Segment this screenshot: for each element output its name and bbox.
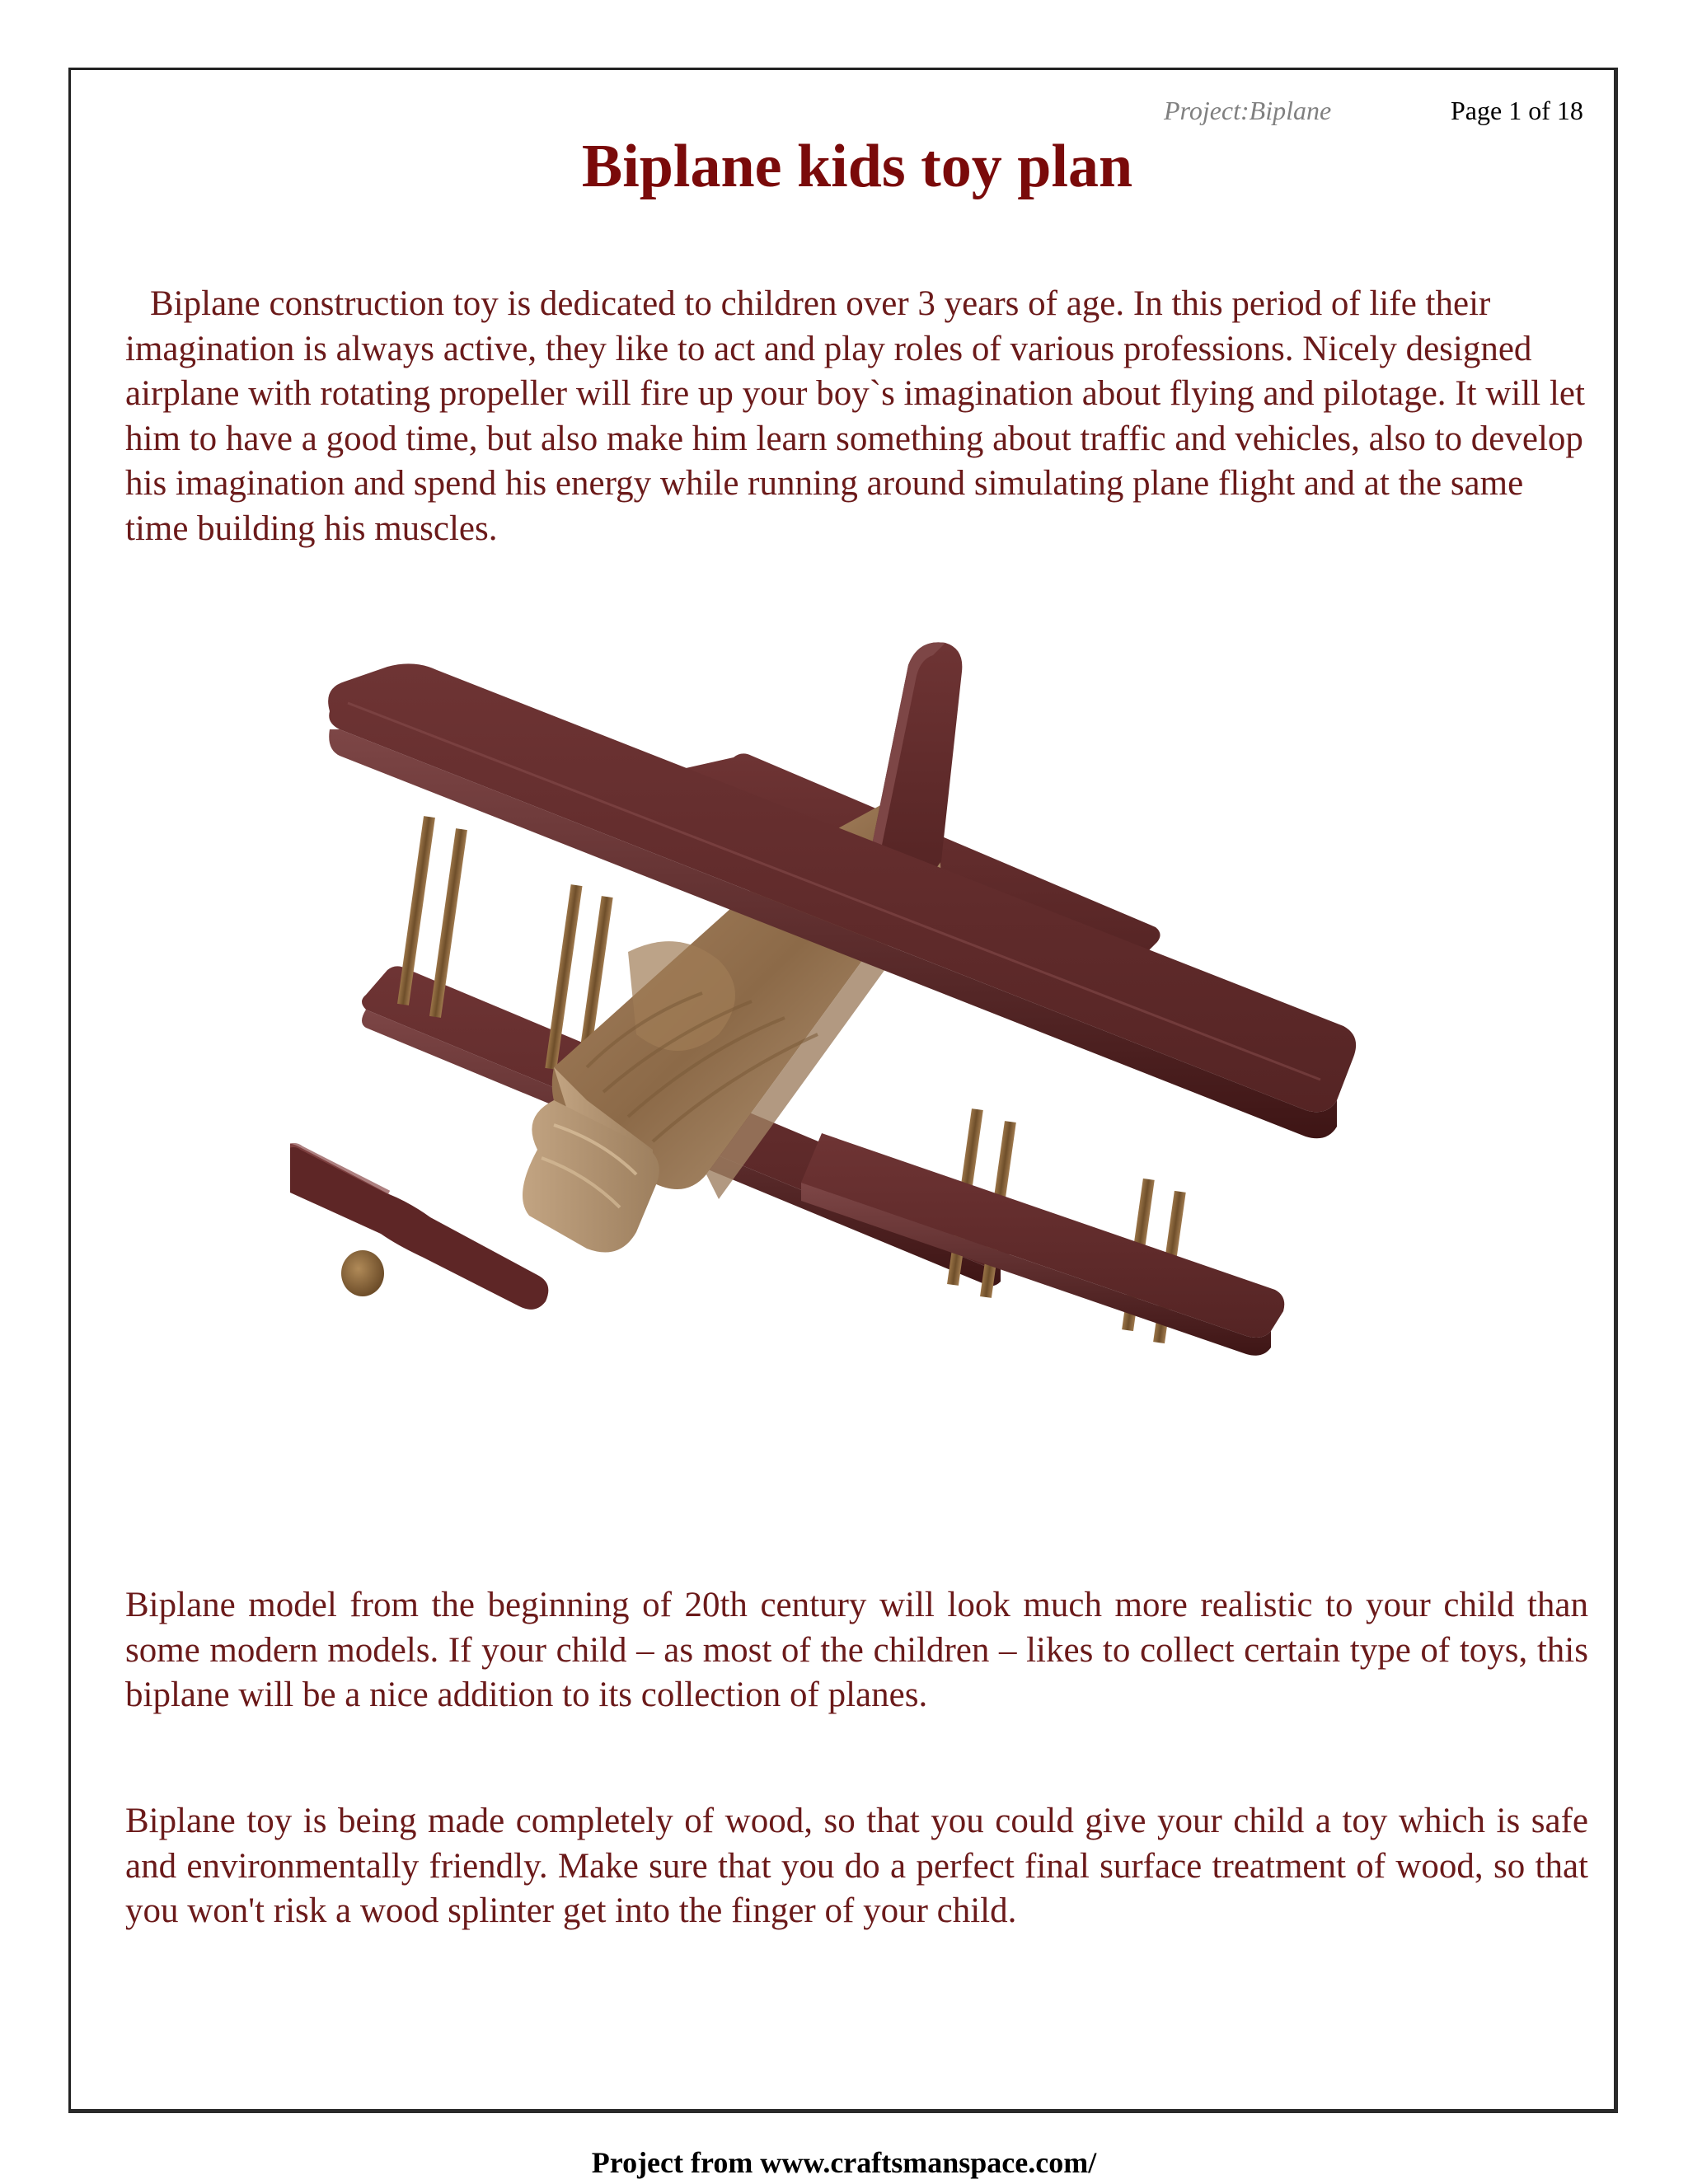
- lower-wing-front: [801, 1133, 1284, 1356]
- page-indicator: Page 1 of 18: [1451, 96, 1583, 125]
- page-title: Biplane kids toy plan: [581, 133, 1133, 200]
- paragraph-realism: Biplane model from the beginning of 20th century will look much more realistic to your child than some modern models. If your child – as most of the children – likes to collect certain type of toys, this biplane will be a nice addition to its collection of planes.: [125, 1586, 1588, 1714]
- propeller-hub: [341, 1250, 384, 1296]
- biplane-image: [290, 606, 1419, 1578]
- biplane-illustration: [290, 606, 1419, 1578]
- intro-paragraph: Biplane construction toy is dedicated to children over 3 years of age. In this period of life their imagination is always active, they like to act and play roles of various professions. Nicely designed airplane with rotating propeller will fire up your boy`s imagination about flying and pilotage. It will let him to have a good time, but also make him learn something about traffic and vehicles, also to develop his imagination and spend his energy while running around simulating plane flight and at the same time building his muscles.: [125, 284, 1585, 548]
- header-project-label: Project:Biplane: [1164, 96, 1332, 125]
- paragraph-safety: Biplane toy is being made completely of wood, so that you could give your child a toy which is safe and environmentally friendly. Make sure that you do a perfect final surface treatment of wood, so that you won't risk a wood splinter get into the finger of your child.: [125, 1802, 1588, 1930]
- footer-source: Project from www.craftsmanspace.com/: [591, 2146, 1097, 2179]
